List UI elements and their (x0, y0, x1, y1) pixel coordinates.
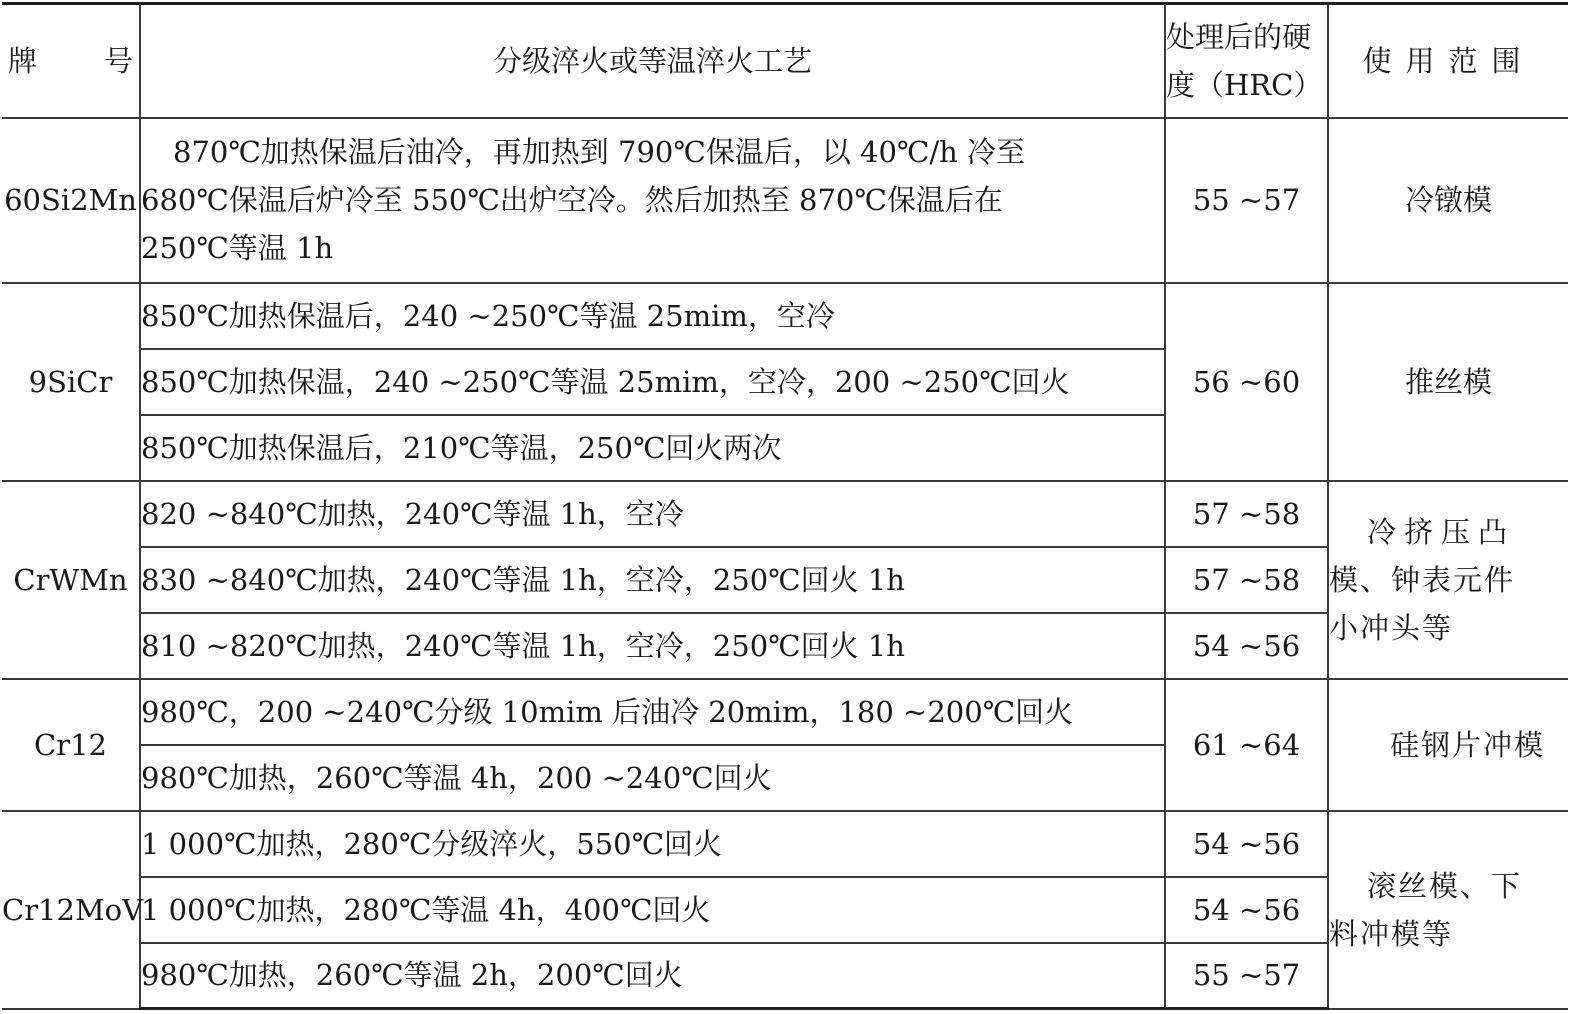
usage-line: 料冲模等 (1329, 916, 1454, 951)
process-cell: 1 000℃加热，280℃分级淬火，550℃回火 (140, 811, 1165, 877)
usage-line: 小冲头等 (1329, 610, 1454, 645)
process-cell (140, 118, 1165, 283)
process-cell: 850℃加热保温，240 ~250℃等温 25mim，空冷，200 ~250℃回火 (140, 349, 1165, 415)
header-row (2, 4, 1568, 118)
usage-line: 滚丝模、下 (1367, 868, 1523, 903)
hardness-cell: 55 ~57 (1165, 118, 1328, 283)
table-row (2, 679, 1568, 745)
header-grade-char-2: 号 (103, 43, 133, 78)
header-hardness-line-2: 度（HRC） (1166, 67, 1323, 102)
hardness-cell: 54 ~56 (1165, 811, 1328, 877)
process-cell: 830 ~840℃加热，240℃等温 1h，空冷，250℃回火 1h (140, 547, 1165, 613)
process-cell: 980℃加热，260℃等温 4h，200 ~240℃回火 (140, 745, 1165, 811)
header-usage: 使用范围 (1328, 4, 1568, 118)
process-cell: 820 ~840℃加热，240℃等温 1h，空冷 (140, 481, 1165, 547)
process-cell: 980℃，200 ~240℃分级 10mim 后油冷 20mim，180 ~200℃回火 (140, 679, 1165, 745)
hardness-cell: 57 ~58 (1165, 547, 1328, 613)
process-line: 680℃保温后炉冷至 550℃出炉空冷。然后加热至 870℃保温后在 (141, 183, 1003, 217)
hardness-cell: 54 ~56 (1165, 877, 1328, 943)
usage-line: 冷挤压凸 (1367, 514, 1516, 549)
process-cell: 1 000℃加热，280℃等温 4h，400℃回火 (140, 877, 1165, 943)
grade-cell: Cr12MoV (2, 811, 140, 1009)
process-cell: 850℃加热保温后，240 ~250℃等温 25mim，空冷 (140, 283, 1165, 349)
header-process: 分级淬火或等温淬火工艺 (140, 4, 1165, 118)
hardness-cell: 55 ~57 (1165, 943, 1328, 1009)
grade-cell: 9SiCr (2, 283, 140, 481)
usage-cell: 推丝模 (1328, 283, 1568, 481)
usage-cell (1328, 811, 1568, 1009)
header-hardness (1165, 4, 1328, 118)
table-row (2, 481, 1568, 547)
process-line: 870℃加热保温后油冷，再加热到 790℃保温后，以 40℃/h 冷至 (173, 135, 1026, 169)
process-cell: 980℃加热，260℃等温 2h，200℃回火 (140, 943, 1165, 1009)
heat-treatment-table (2, 2, 1568, 1010)
process-cell: 810 ~820℃加热，240℃等温 1h，空冷，250℃回火 1h (140, 613, 1165, 679)
usage-cell: 冷镦模 (1328, 118, 1568, 283)
usage-cell (1328, 679, 1568, 811)
hardness-cell: 56 ~60 (1165, 283, 1328, 481)
hardness-cell: 61 ~64 (1165, 679, 1328, 811)
grade-cell: CrWMn (2, 481, 140, 679)
header-hardness-line-1: 处理后的硬 (1166, 19, 1312, 54)
table-row (2, 118, 1568, 283)
process-line: 250℃等温 1h (141, 231, 334, 265)
usage-cell (1328, 481, 1568, 679)
usage-text: 硅钢片冲模 (1389, 727, 1545, 762)
table-row (2, 811, 1568, 877)
grade-cell: 60Si2Mn (2, 118, 140, 283)
grade-cell: Cr12 (2, 679, 140, 811)
process-cell: 850℃加热保温后，210℃等温，250℃回火两次 (140, 415, 1165, 481)
usage-line: 模、钟表元件 (1329, 562, 1516, 597)
header-grade (2, 4, 140, 118)
header-grade-char-1: 牌 (8, 43, 38, 78)
table-row (2, 283, 1568, 349)
hardness-cell: 54 ~56 (1165, 613, 1328, 679)
hardness-cell: 57 ~58 (1165, 481, 1328, 547)
